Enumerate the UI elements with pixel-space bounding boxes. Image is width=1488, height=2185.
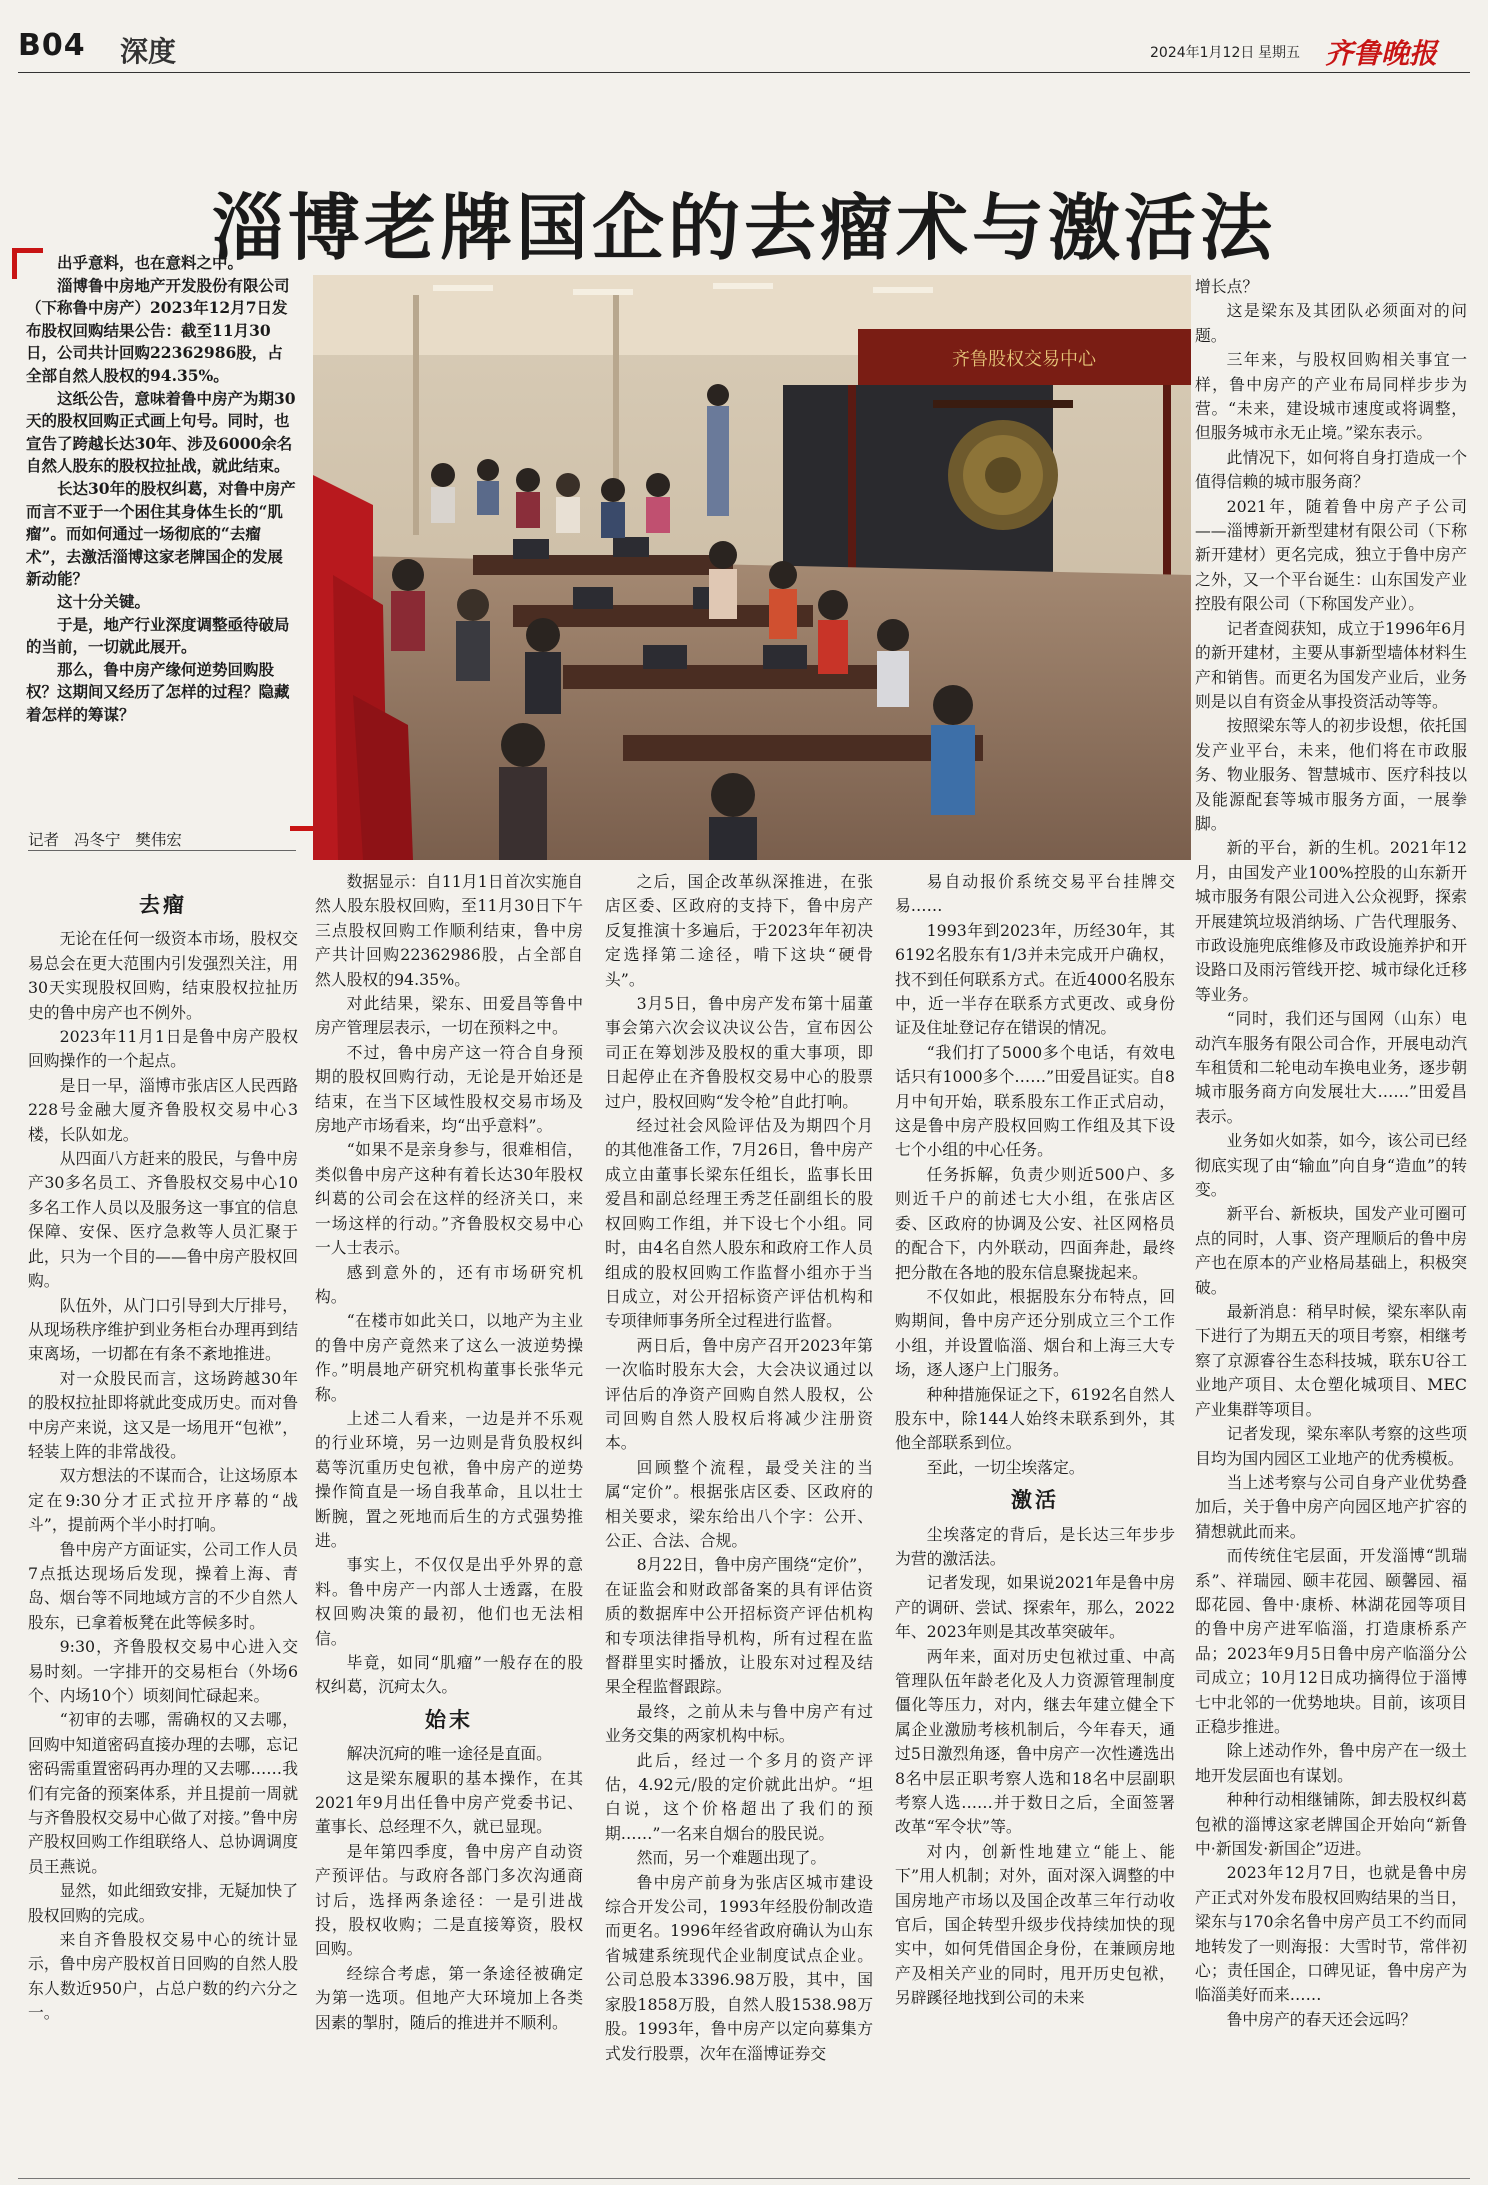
paragraph: 经综合考虑，第一条途径被确定为第一选项。但地产大环境加上各类因素的掣肘，随后的推进并不顺利。 [315, 1963, 583, 2032]
paragraph: 上述二人看来，一边是并不乐观的行业环境，另一边则是背负股权纠葛等沉重历史包袱，鲁中房产的逆势操作简直是一场自我革命，且以壮士断腕，置之死地而后生的方式强势推进。 [315, 1408, 583, 1550]
headline: 淄博老牌国企的去瘤术与激活法 [211, 185, 1276, 271]
subheading-quliu: 去瘤 [139, 893, 187, 917]
issue-date: 2024年1月12日 [1150, 45, 1255, 61]
paragraph: “初审的去哪，需确权的又去哪，回购中知道密码直接办理的去哪，忘记密码需重置密码再办理的又去哪……我们有完备的预案体系，并且提前一周就与齐鲁股权交易中心做了对接。”鲁中房产股权回购工作组联络人、总协调调度员王燕说。 [28, 1710, 298, 1876]
paragraph: 鲁中房产前身为张店区城市建设综合开发公司，1993年经股份制改造而更名。1996年经省政府确认为山东省城建系统现代企业制度试点企业。公司总股本3396.98万股，其中，国家股1858万股，自然人股1538.98万股。1993年，鲁中房产以定向募集方式发行股票，次年在淄博证券交 [605, 1872, 873, 2063]
paragraph: 解决沉疴的唯一途径是直面。 [346, 1744, 552, 1764]
paragraph: 三年来，与股权回购相关事宜一样，鲁中房产的产业布局同样步步为营。“未来，建设城市速度或将调整，但服务城市永无止境。”梁东表示。 [1195, 350, 1467, 443]
paragraph: 记者发现，如果说2021年是鲁中房产的调研、尝试、探索年，那么，2022年、2023年则是其改革突破年。 [895, 1573, 1175, 1642]
intro-paragraph: 那么，鲁中房产缘何逆势回购股权？这期间又经历了怎样的过程？隐藏着怎样的筹谋？ [26, 659, 290, 724]
paragraph: “同时，我们还与国网（山东）电动汽车服务有限公司合作，开展电动汽车租赁和二轮电动车换电业务，逐步朝城市服务商方向发展壮大……”田爱昌表示。 [1195, 1009, 1467, 1126]
masthead-logo: 齐鲁晚报 [1325, 37, 1438, 70]
paragraph: 是年第四季度，鲁中房产自动资产预评估。与政府各部门多次沟通商讨后，选择两条途径：一是引进战投，股权收购；二是直接筹资，股权回购。 [315, 1841, 583, 1959]
paragraph: 9:30，齐鲁股权交易中心进入交易时刻。一字排开的交易柜台（外场6个、内场10个）顷刻间忙碌起来。 [28, 1637, 298, 1705]
paragraph: 毕竟，如同“肌瘤”一般存在的股权纠葛，沉疴太久。 [315, 1653, 583, 1697]
paragraph: 两年来，面对历史包袱过重、中高管理队伍年龄老化及人力资源管理制度僵化等压力，对内，继去年建立健全下属企业激励考核机制后，今年春天，通过5日激烈角逐，鲁中房产一次性遴选出8名中层正职考察人选和18名中层副职考察人选……并于数日之后，全面签署改革“军令状”等。 [895, 1646, 1175, 1837]
paragraph: 最终，之前从未与鲁中房产有过业务交集的两家机构中标。 [605, 1701, 873, 1746]
page-header [0, 0, 1488, 72]
paragraph: 然而，另一个难题出现了。 [636, 1848, 827, 1868]
news-photo [313, 275, 1191, 860]
paragraph: “在楼市如此关口，以地产为主业的鲁中房产竟然来了这么一波逆势操作。”明晨地产研究机构董事长张华元称。 [315, 1311, 583, 1404]
paragraph: “如果不是亲身参与，很难相信，类似鲁中房产这种有着长达30年股权纠葛的公司会在这样的经济关口，来一场这样的行动。”齐鲁股权交易中心一人士表示。 [315, 1140, 583, 1258]
intro-paragraph: 长达30年的股权纠葛，对鲁中房产而言不亚于一个困住其身体生长的“肌瘤”。而如何通过一场彻底的“去瘤术”，去激活淄博这家老牌国企的发展新动能？ [26, 478, 296, 589]
paragraph: 回顾整个流程，最受关注的当属“定价”。根据张店区委、区政府的相关要求，梁东给出八个字：公开、公正、合法、合规。 [605, 1457, 873, 1550]
paragraph: 两日后，鲁中房产召开2023年第一次临时股东大会，大会决议通过以评估后的净资产回购自然人股权，公司回购自然人股权后将减少注册资本。 [605, 1335, 873, 1453]
paragraph: 对一众股民而言，这场跨越30年的股权拉扯即将就此变成历史。而对鲁中房产来说，这又是一场甩开“包袱”，轻装上阵的非常战役。 [28, 1368, 298, 1461]
paragraph: 是日一早，淄博市张店区人民西路228号金融大厦齐鲁股权交易中心3楼，长队如龙。 [28, 1075, 298, 1144]
intro-paragraph: 这十分关键。 [57, 591, 151, 611]
paragraph: 感到意外的，还有市场研究机构。 [315, 1262, 583, 1306]
paragraph: 按照梁东等人的初步设想，依托国发产业平台，未来，他们将在市政服务、物业服务、智慧城市、医疗科技以及能源配套等城市服务方面，一展拳脚。 [1195, 716, 1467, 833]
paragraph: 对此结果，梁东、田爱昌等鲁中房产管理层表示，一切在预料之中。 [315, 994, 583, 1038]
paragraph: 3月5日，鲁中房产发布第十届董事会第六次会议决议公告，宣布因公司正在筹划涉及股权的重大事项，即日起停止在齐鲁股权交易中心的股票过户，股权回购“发令枪”自此打响。 [605, 994, 873, 1111]
photo-illustration [313, 275, 1191, 860]
paragraph: 新的平台，新的生机。2021年12月，由国发产业100%控股的山东新开城市服务有限公司进入公众视野，探索开展建筑垃圾消纳场、广告代理服务、市政设施兜底维修及市政设施养护和开设路口及雨污管线开挖、城市绿化迁移等业务。 [1195, 838, 1467, 1004]
paragraph: 这是梁东履职的基本操作，在其2021年9月出任鲁中房产党委书记、董事长、总经理不久，就已显现。 [315, 1768, 583, 1837]
paragraph: 记者查阅获知，成立于1996年6月的新开建材，主要从事新型墙体材料生产和销售。而更名为国发产业后，业务则是以自有资金从事投资活动等等。 [1195, 618, 1467, 711]
paragraph: 尘埃落定的背后，是长达三年步步为营的激活法。 [895, 1524, 1175, 1568]
footer-rule [18, 2178, 1470, 2179]
paragraph: “我们打了5000多个电话，有效电话只有1000多个……”田爱昌证实。自8月中旬开始，联系股东工作正式启动，这是鲁中房产股权回购工作组及其下设七个小组的中心任务。 [895, 1042, 1175, 1160]
subheading-shimo: 始末 [425, 1707, 473, 1732]
section-category: 深度 [120, 35, 177, 68]
column-4 [895, 870, 1175, 2011]
column-2 [315, 870, 583, 2035]
reporter-name: 樊伟宏 [135, 831, 182, 849]
subheading-jihuo: 激活 [1011, 1488, 1059, 1513]
section-number: B04 [18, 28, 86, 63]
paragraph: 新平台、新板块，国发产业可圈可点的同时，人事、资产理顺后的鲁中房产也在原本的产业格局基础上，积极突破。 [1195, 1204, 1467, 1297]
paragraph: 来自齐鲁股权交易中心的统计显示，鲁中房产股权首日回购的自然人股东人数近950户，占总户数的约六分之一。 [28, 1930, 298, 2023]
column-5 [1195, 275, 1467, 2032]
paragraph: 2021年，随着鲁中房产子公司——淄博新开新型建材有限公司（下称新开建材）更名完成，独立于鲁中房产之外，又一个平台诞生：山东国发产业控股有限公司（下称国发产业）。 [1195, 496, 1467, 614]
paragraph: 易自动报价系统交易平台挂牌交易…… [895, 872, 1175, 916]
header-rule [18, 72, 1470, 73]
paragraph: 不过，鲁中房产这一符合自身预期的股权回购行动，无论是开始还是结束，在当下区域性股权交易市场及房地产市场看来，均“出乎意料”。 [315, 1042, 583, 1136]
issue-weekday: 星期五 [1258, 45, 1300, 61]
intro-block [26, 252, 296, 726]
intro-paragraph: 淄博鲁中房地产开发股份有限公司（下称鲁中房产）2023年12月7日发布股权回购结果公告：截至11月30日，公司共计回购22362986股，占全部自然人股权的94.35%。 [26, 275, 290, 385]
paragraph: 鲁中房产方面证实，公司工作人员7点抵达现场后发现，操着上海、青岛、烟台等不同地域方言的不少自然人股东，已拿着板凳在此等候多时。 [28, 1539, 298, 1632]
intro-paragraph: 于是，地产行业深度调整亟待破局的当前，一切就此展开。 [26, 614, 290, 657]
paragraph: 双方想法的不谋而合，让这场原本定在9:30分才正式拉开序幕的“战斗”，提前两个半小时打响。 [28, 1466, 298, 1535]
intro-paragraph: 出乎意料，也在意料之中。 [57, 253, 244, 272]
paragraph: 事实上，不仅仅是出乎外界的意料。鲁中房产一内部人士透露，在股权回购决策的最初，他们也无法相信。 [315, 1555, 583, 1648]
paragraph: 经过社会风险评估及为期四个月的其他准备工作，7月26日，鲁中房产成立由董事长梁东任组长，监事长田爱昌和副总经理王秀芝任副组长的股权回购工作组，并下设七个小组。同时，由4名自然人股东和政府工作人员组成的股权回购工作监督小组亦于当日成立，对公开招标资产评估机构和专项律师事务所全过程进行监督。 [605, 1116, 873, 1331]
paragraph: 此后，经过一个多月的资产评估，4.92元/股的定价就此出炉。“坦白说，这个价格超出了我们的预期……”一名来自烟台的股民说。 [605, 1750, 873, 1843]
paragraph: 当上述考察与公司自身产业优势叠加后，关于鲁中房产向园区地产扩容的猜想就此而来。 [1195, 1472, 1467, 1541]
paragraph: 种种行动相继铺陈，卸去股权纠葛包袱的淄博这家老牌国企开始向“新鲁中·新国发·新国企”迈进。 [1195, 1790, 1467, 1858]
paragraph: 记者发现，梁东率队考察的这些项目均为国内园区工业地产的优秀模板。 [1195, 1424, 1467, 1468]
paragraph: 增长点？ [1195, 277, 1259, 296]
paragraph: 除上述动作外，鲁中房产在一级土地开发层面也有谋划。 [1195, 1741, 1467, 1785]
paragraph: 不仅如此，根据股东分布特点，回购期间，鲁中房产还分别成立三个工作小组，并设置临淄、烟台和上海三大专场，逐人逐户上门服务。 [895, 1286, 1175, 1380]
stage-banner-text: 齐鲁股权交易中心 [952, 349, 1096, 370]
intro-paragraph: 这纸公告，意味着鲁中房产为期30天的股权回购正式画上句号。同时，也宣告了跨越长达30年、涉及6000余名自然人股东的股权拉扯战，就此结束。 [26, 388, 296, 476]
paragraph: 鲁中房产的春天还会远吗？ [1226, 2009, 1417, 2029]
byline-rule [28, 850, 296, 851]
column-1 [28, 885, 298, 2026]
paragraph: 1993年到2023年，历经30年，其6192名股东有1/3并未完成开户确权，找不到任何联系方式。在近4000名股东中，近一半存在联系方式更改、或身份证及住址登记存在错误的情况。 [895, 920, 1175, 1038]
column-3 [605, 870, 873, 2066]
paragraph: 2023年11月1日是鲁中房产股权回购操作的一个起点。 [28, 1027, 298, 1071]
paragraph: 这是梁东及其团队必须面对的问题。 [1195, 301, 1467, 345]
paragraph: 至此，一切尘埃落定。 [926, 1457, 1085, 1477]
paragraph: 从四面八方赶来的股民，与鲁中房产30多名员工、齐鲁股权交易中心10多名工作人员以及服务这一事宜的信息保障、安保、医疗急救等人员汇聚于此，只为一个目的——鲁中房产股权回购。 [28, 1149, 298, 1291]
paragraph: 2023年12月7日，也就是鲁中房产正式对外发布股权回购结果的当日，梁东与170余名鲁中房产员工不约而同地转发了一则海报：大雪时节，常伴初心；责任国企，口碑见证，鲁中房产为临淄美好而来…… [1195, 1863, 1467, 2005]
paragraph: 最新消息：稍早时候，梁东率队南下进行了为期五天的项目考察，相继考察了京源睿谷生态科技城，联东U谷工业地产项目、太仓塑化城项目、MEC产业集群等项目。 [1195, 1302, 1467, 1419]
paragraph: 队伍外，从门口引导到大厅排号，从现场秩序维护到业务柜台办理再到结束离场，一切都在有条不紊地推进。 [28, 1295, 298, 1364]
paragraph: 显然，如此细致安排，无疑加快了股权回购的完成。 [28, 1881, 298, 1925]
paragraph: 数据显示：自11月1日首次实施自然人股东股权回购，至11月30日下午三点股权回购工作顺利结束，鲁中房产共计回购22362986股，占全部自然人股权的94.35%。 [315, 872, 583, 989]
paragraph: 种种措施保证之下，6192名自然人股东中，除144人始终未联系到外，其他全部联系到位。 [895, 1384, 1175, 1453]
paragraph: 无论在任何一级资本市场，股权交易总会在更大范围内引发强烈关注，用30天实现股权回购，结束股权拉扯历史的鲁中房产也不例外。 [28, 929, 298, 1022]
paragraph: 之后，国企改革纵深推进，在张店区委、区政府的支持下，鲁中房产反复推演十多遍后，于2023年年初决定选择第二途径，啃下这块“硬骨头”。 [605, 872, 873, 989]
paragraph: 任务拆解，负责少则近500户、多则近千户的前述七大小组，在张店区委、区政府的协调及公安、社区网格员的配合下，内外联动，四面奔赴，最终把分散在各地的股东信息聚拢起来。 [895, 1164, 1175, 1282]
byline [28, 828, 296, 850]
byline-label: 记者 [28, 831, 60, 849]
paragraph: 8月22日，鲁中房产围绕“定价”，在证监会和财政部备案的具有评估资质的数据库中公开招标资产评估机构和专项法律指导机构，所有过程在监督群里实时播放，让股东对过程及结果全程监督跟踪。 [605, 1555, 873, 1697]
paragraph: 对内，创新性地建立“能上、能下”用人机制；对外，面对深入调整的中国房地产市场以及国企改革三年行动收官后，国企转型升级步伐持续加快的现实中，如何凭借国企身份，在兼顾房地产及相关产业的同时，甩开历史包袱，另辟蹊径地找到公司的未来 [895, 1841, 1175, 2008]
reporter-name: 冯冬宁 [73, 831, 121, 849]
paragraph: 而传统住宅层面，开发淄博“凯瑞系”、祥瑞园、颐丰花园、颐馨园、福邸花园、鲁中·康桥、林湖花园等项目的鲁中房产进军临淄，打造康桥系产品；2023年9月5日鲁中房产临淄分公司成立；10月12日成功摘得位于淄博七中北邻的一优势地块。目前，该项目正稳步推进。 [1195, 1546, 1467, 1736]
paragraph: 业务如火如荼，如今，该公司已经彻底实现了由“输血”向自身“造血”的转变。 [1195, 1131, 1467, 1200]
paragraph: 此情况下，如何将自身打造成一个值得信赖的城市服务商？ [1195, 447, 1467, 492]
